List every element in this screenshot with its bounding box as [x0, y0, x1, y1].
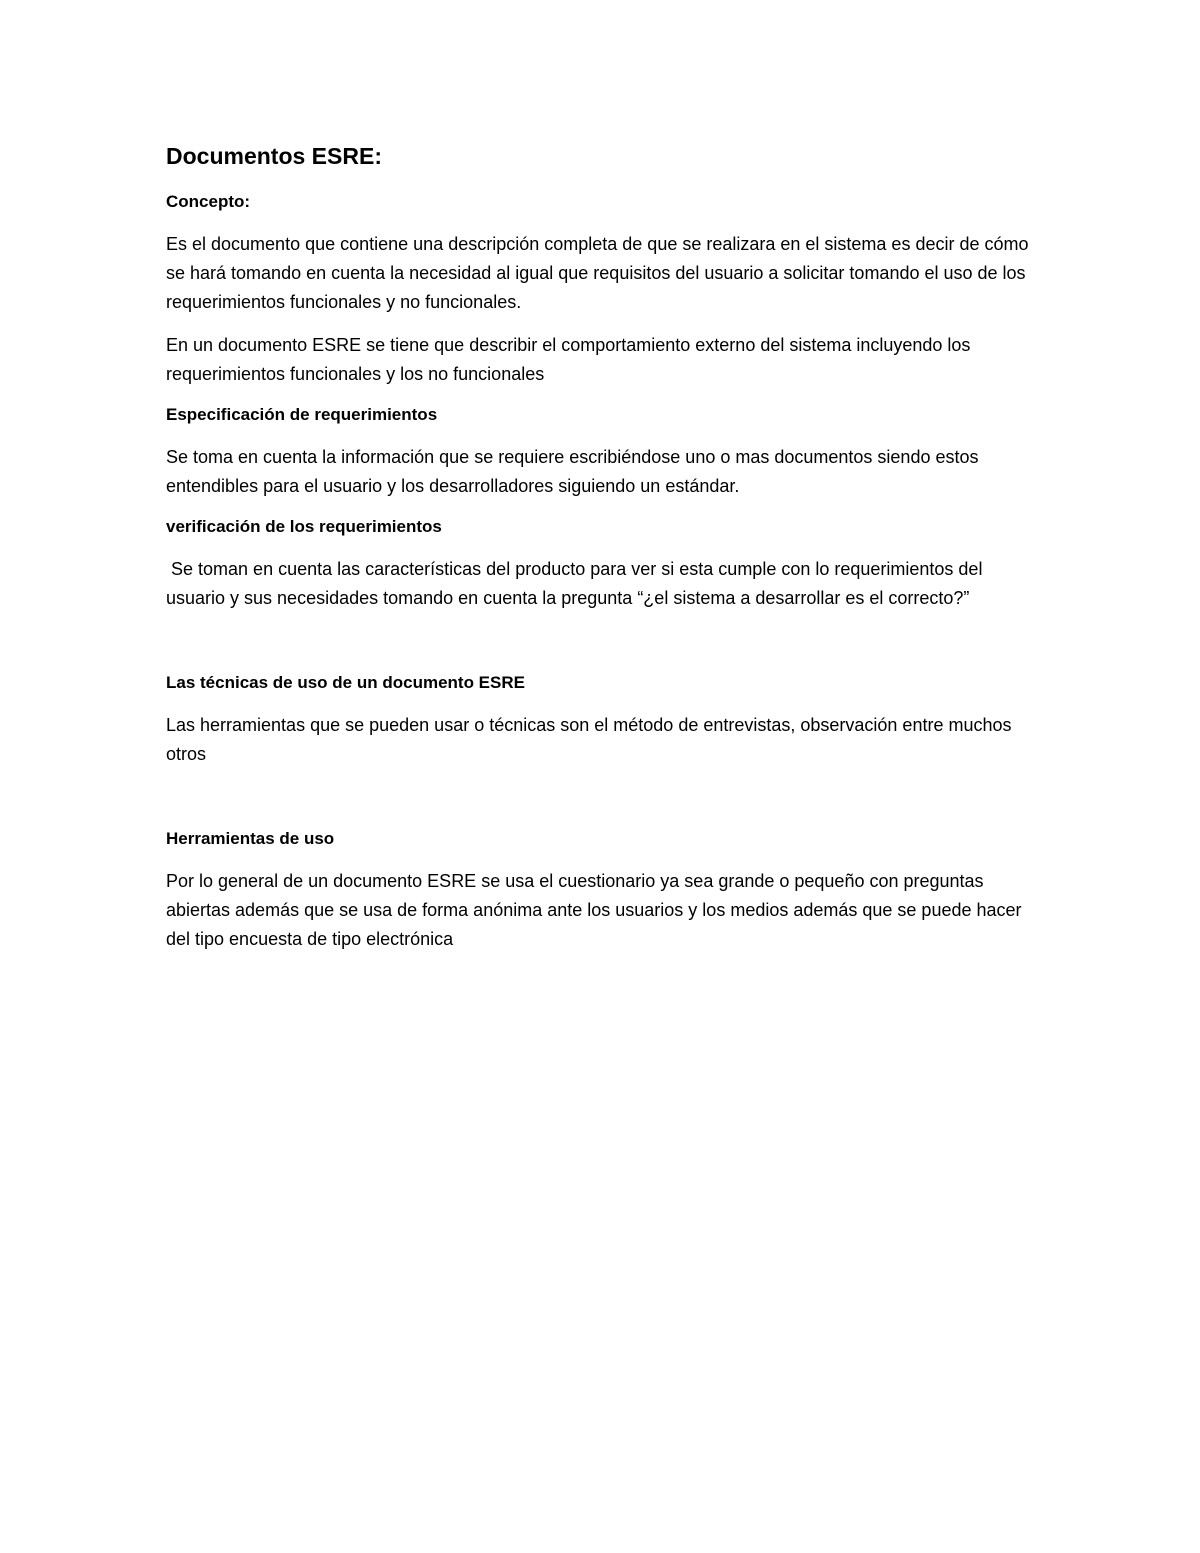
document-title: Documentos ESRE: [166, 143, 382, 169]
section-heading-verificacion: verificación de los requerimientos [166, 517, 442, 536]
blank-line [166, 783, 1046, 827]
paragraph-especificacion: Se toma en cuenta la información que se requiere escribiéndose uno o mas documentos siendo estos entendibles para el usuario y los desarrolladores siguiendo un estándar. [166, 447, 979, 496]
paragraph-herramientas: Por lo general de un documento ESRE se usa el cuestionario ya sea grande o pequeño con preguntas abiertas además que se usa de forma anónima ante los usuarios y los medios además que se puede hacer del tipo encuesta de tipo electrónica [166, 871, 1022, 949]
section-heading-concepto: Concepto: [166, 192, 251, 211]
paragraph-concepto-2: En un documento ESRE se tiene que describir el comportamiento externo del sistema incluyendo los requerimientos funcionales y los no funcionales [166, 335, 971, 384]
paragraph-tecnicas: Las herramientas que se pueden usar o técnicas son el método de entrevistas, observación entre muchos otros [166, 715, 1012, 764]
section-heading-herramientas: Herramientas de uso [166, 829, 335, 848]
paragraph-verificacion: Se toman en cuenta las características del producto para ver si esta cumple con lo requerimientos del usuario y sus necesidades tomando en cuenta la pregunta “¿el sistema a desarrollar es el correcto?” [166, 559, 988, 608]
blank-line [166, 627, 1046, 671]
paragraph-concepto-1: Es el documento que contiene una descripción completa de que se realizara en el sistema es decir de cómo se hará tomando en cuenta la necesidad al igual que requisitos del usuario a solicitar tomando el uso de los requerimientos funcionales y no funcionales. [166, 234, 1029, 312]
section-heading-especificacion: Especificación de requerimientos [166, 405, 438, 424]
section-heading-tecnicas: Las técnicas de uso de un documento ESRE [166, 673, 525, 692]
document-content [166, 140, 1046, 968]
